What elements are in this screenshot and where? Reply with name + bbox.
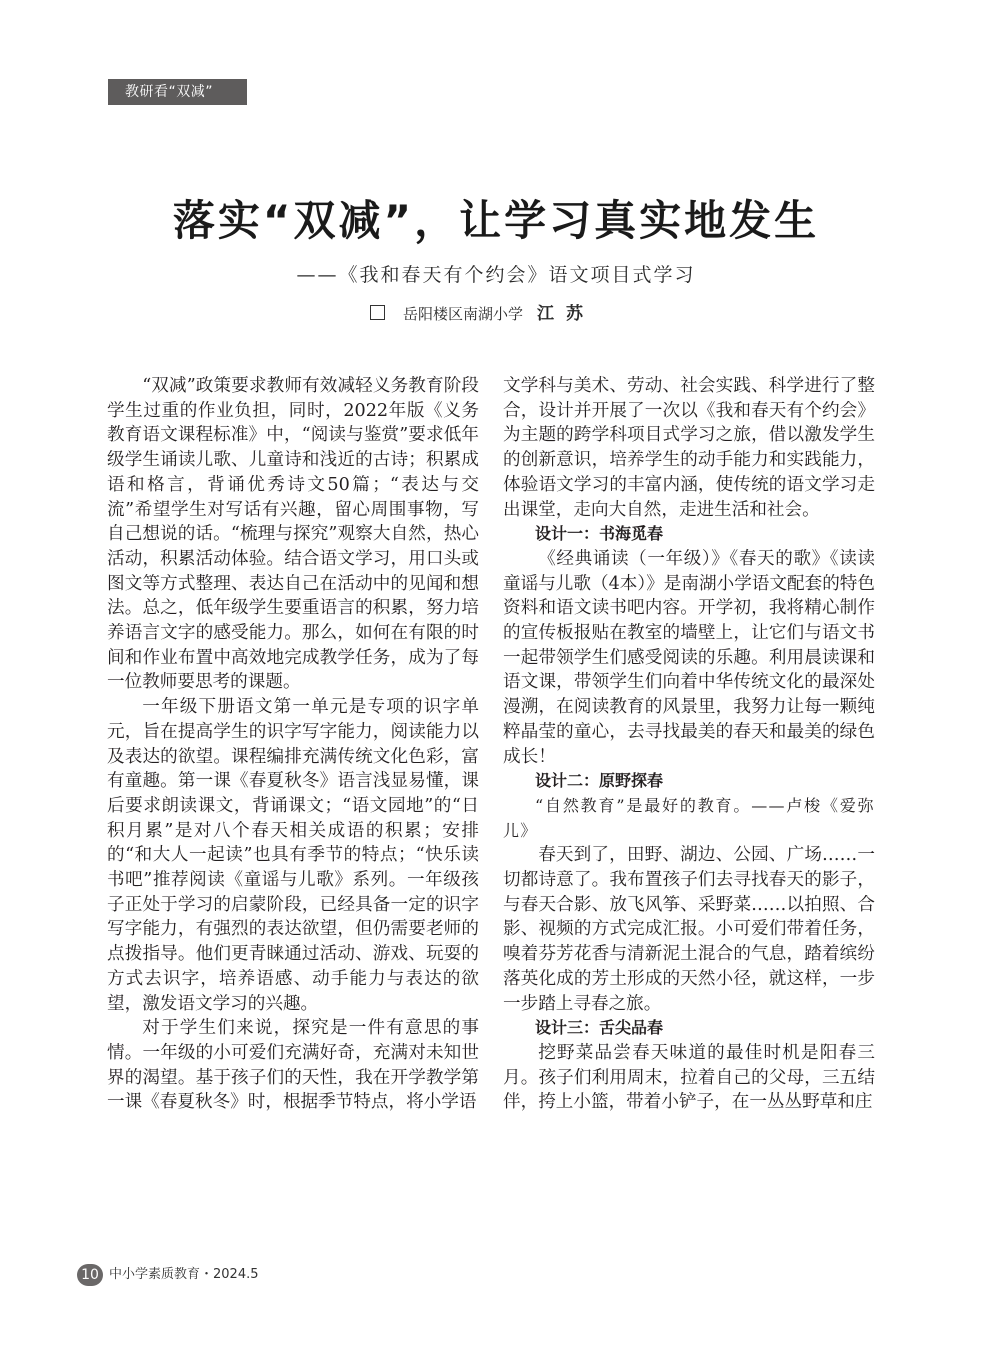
paragraph: “双减”政策要求教师有效减轻义务教育阶段学生过重的作业负担，同时，2022年版《义务教育语文课程标准》中，“阅读与鉴赏”要求低年级学生诵读儿歌、儿童诗和浅近的古诗；积累成语和格言，背诵优秀诗文50篇；“表达与交流”希望学生对写话有兴趣，留心周围事物，写自己想说的话。“梳理与探究”观察大自然，热心活动，积累活动体验。结合语文学习，用口头或图文等方式整理、表达自己在活动中的见闻和想法。总之，低年级学生要重语言的积累，努力培养语言文字的感受能力。那么，如何在有限的时间和作业布置中高效地完成教学任务，成为了每一位教师要思考的课题。 <box>107 376 479 693</box>
byline-marker-icon <box>370 305 385 320</box>
left-column <box>107 374 479 1115</box>
byline <box>370 302 595 326</box>
paragraph: 对于学生们来说，探究是一件有意思的事情。一年级的小可爱们充满好奇，充满对未知世界的渴望。基于孩子们的天性，我在开学教学第一课《春夏秋冬》时，根据季节特点，将小学语 <box>107 1018 479 1113</box>
section-heading-1: 设计一：书海觅春 <box>535 524 664 544</box>
section-tag: 教研看“双减” <box>108 79 247 105</box>
epigraph-quote: “自然教育”是最好的教育。——卢梭《爱弥儿》 <box>503 795 875 840</box>
paragraph: 一年级下册语文第一单元是专项的识字单元，旨在提高学生的识字写字能力，阅读能力以及表达的欲望。课程编排充满传统文化色彩，富有童趣。第一课《春夏秋冬》语言浅显易懂，课后要求朗读课文，背诵课文；“语文园地”的“日积月累”是对八个春天相关成语的积累；安排的“和大人一起读”也具有季节的特点；“快乐读书吧”推荐阅读《童谣与儿歌》系列。一年级孩子正处于学习的启蒙阶段，已经具备一定的识字写字能力，有强烈的表达欲望，但仍需要老师的点拨指导。他们更青睐通过活动、游戏、玩耍的方式去识字，培养语感、动手能力与表达的欲望，激发语文学习的兴趣。 <box>107 697 479 1014</box>
journal-issue: 中小学素质教育・2024.5 <box>109 1267 259 1282</box>
author-affiliation: 岳阳楼区南湖小学 <box>403 305 524 323</box>
page-footer <box>77 1263 259 1287</box>
section-heading-3: 设计三：舌尖品春 <box>535 1018 664 1038</box>
paragraph: 《经典诵读（一年级）》《春天的歌》《读读童谣与儿歌（4本）》是南湖小学语文配套的特色资料和语文读书吧内容。开学初，我将精心制作的宣传板报贴在教室的墙壁上，让它们与语文书一起带领学生们感受阅读的乐趣。利用晨读课和语文课，带领学生们向着中华传统文化的最深处漫溯，在阅读教育的风景里，我努力让每一颗纯粹晶莹的童心，去寻找最美的春天和最美的绿色成长！ <box>503 548 875 767</box>
paragraph: 春天到了，田野、湖边、公园、广场……一切都诗意了。我布置孩子们去寻找春天的影子，与春天合影、放飞风筝、采野菜……以拍照、合影、视频的方式完成汇报。小可爱们带着任务，嗅着芬芳花香与清新泥土混合的气息，踏着缤纷落英化成的芳土形成的天然小径，就这样，一步一步踏上寻春之旅。 <box>503 845 875 1014</box>
page-number-badge: 10 <box>77 1264 103 1286</box>
article-title: 落实“双减”，让学习真实地发生 <box>172 196 820 245</box>
author-name: 江苏 <box>537 304 596 324</box>
section-heading-2: 设计二：原野探春 <box>535 771 664 791</box>
article-subtitle: ——《我和春天有个约会》语文项目式学习 <box>296 264 696 286</box>
right-column <box>503 374 875 1115</box>
paragraph: 挖野菜品尝春天味道的最佳时机是阳春三月。孩子们利用周末，拉着自己的父母，三五结伴，挎上小篮，带着小铲子，在一丛丛野草和庄 <box>503 1042 875 1113</box>
paragraph-continuation: 文学科与美术、劳动、社会实践、科学进行了整合，设计并开展了一次以《我和春天有个约会》为主题的跨学科项目式学习之旅，借以激发学生的创新意识，培养学生的动手能力和实践能力，体验语文学习的丰富内涵，使传统的语文学习走出课堂，走向大自然，走进生活和社会。 <box>503 376 875 520</box>
